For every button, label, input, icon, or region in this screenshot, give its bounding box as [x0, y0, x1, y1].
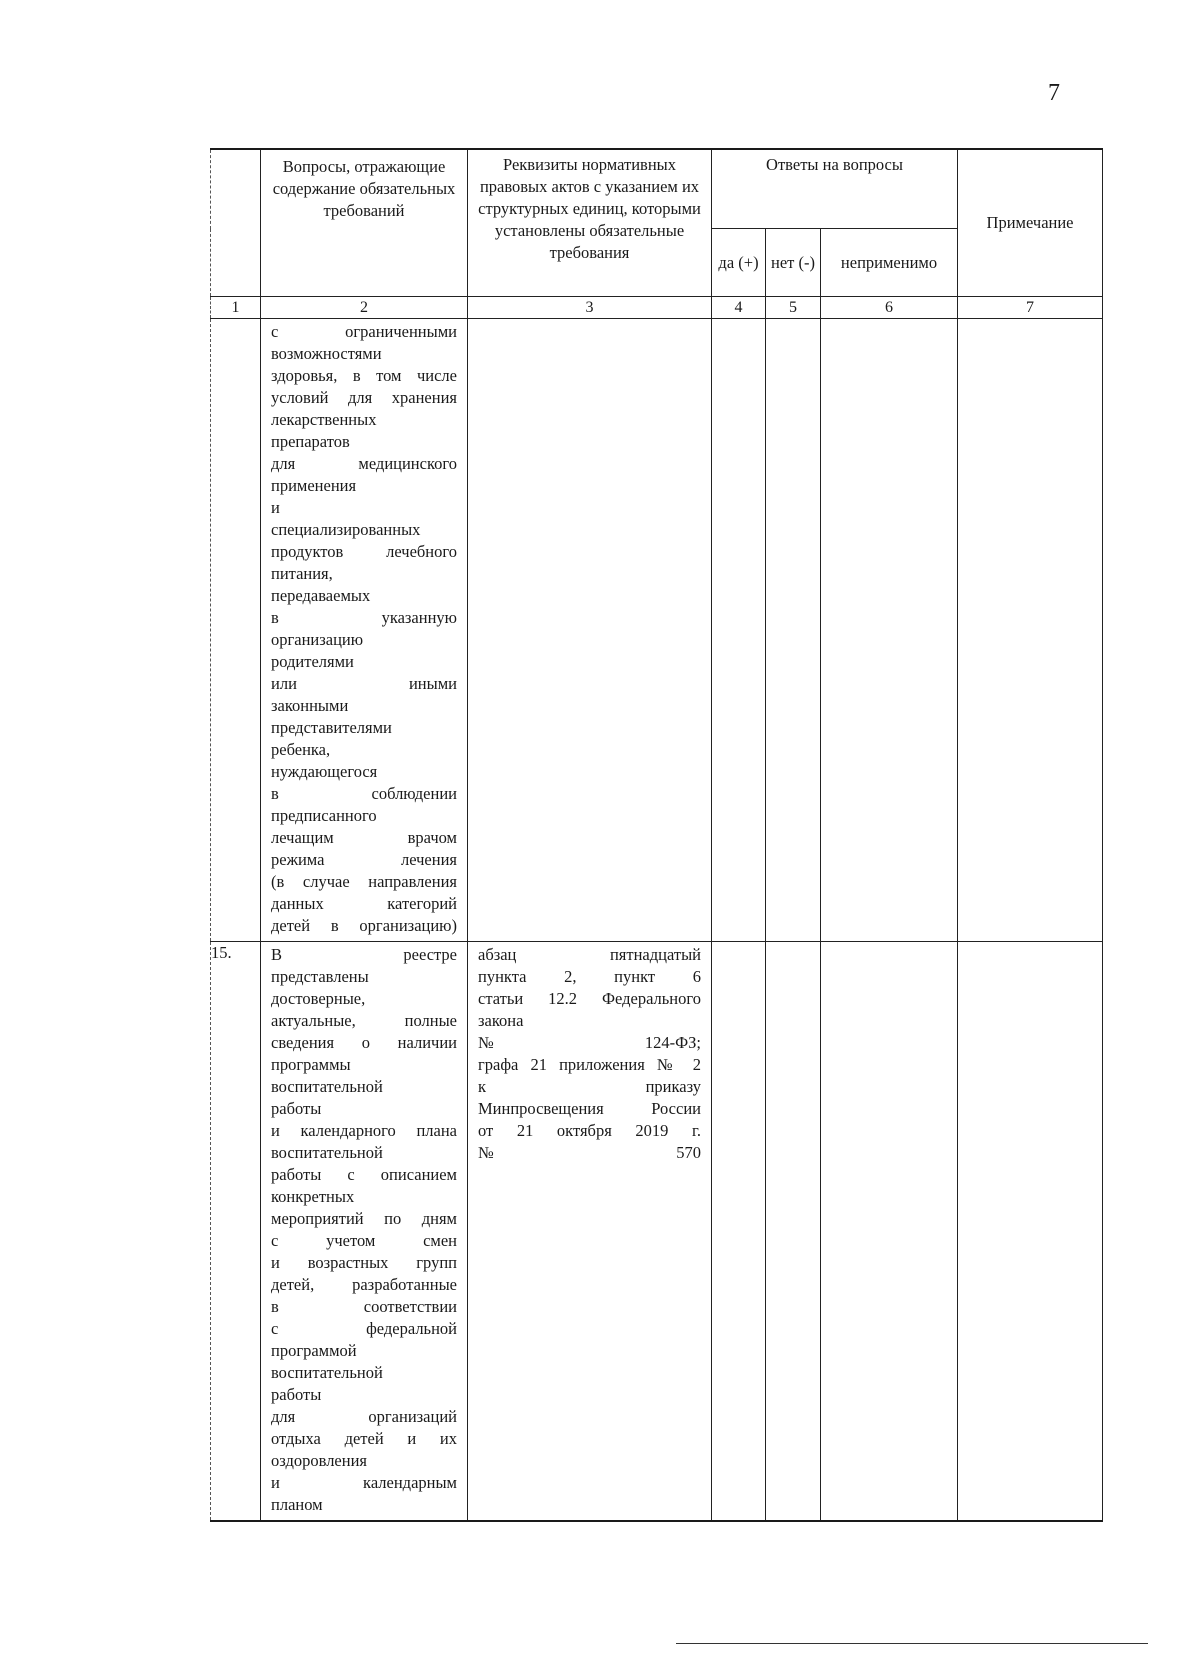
- header-no: нет (-): [766, 229, 821, 297]
- text-line: мероприятий по дням: [271, 1209, 457, 1228]
- header-row: [211, 149, 1103, 229]
- header-note: Примечание: [958, 149, 1103, 297]
- text-line: программой: [271, 1341, 357, 1360]
- text-line: воспитательной: [271, 1077, 383, 1096]
- text-line: в указанную: [271, 608, 457, 627]
- note-cell[interactable]: [958, 942, 1103, 1522]
- signature-line: [676, 1643, 1148, 1644]
- text-line: отдыха детей и их: [271, 1429, 457, 1448]
- text-line: представителями: [271, 718, 392, 737]
- text-line: воспитательной: [271, 1363, 383, 1382]
- column-number: 6: [821, 297, 958, 319]
- text-line: и календарным: [271, 1473, 457, 1492]
- text-line: организацию: [271, 630, 364, 649]
- header-yes: да (+): [712, 229, 766, 297]
- text-line: ребенка,: [271, 740, 331, 759]
- text-line: в соответствии: [271, 1297, 457, 1316]
- text-line: сведения о наличии: [271, 1033, 457, 1052]
- header-na: неприменимо: [821, 229, 958, 297]
- text-line: пункта 2, пункт 6: [478, 967, 701, 986]
- text-line: и: [271, 498, 280, 517]
- header-num-cell: [211, 149, 261, 297]
- checklist-table: [210, 148, 1103, 1522]
- text-line: представлены: [271, 967, 369, 986]
- text-line: В реестре: [271, 945, 457, 964]
- text-line: работы с описанием: [271, 1165, 457, 1184]
- text-line: детей, разработанные: [271, 1275, 457, 1294]
- text-line: лечащим врачом: [271, 828, 457, 847]
- text-line: для организаций: [271, 1407, 457, 1426]
- answer-yes-cell[interactable]: [712, 319, 766, 942]
- table-row: [211, 319, 1103, 942]
- text-line: работы: [271, 1385, 322, 1404]
- text-line: режима лечения: [271, 850, 457, 869]
- question-text: [261, 942, 467, 1516]
- answer-yes-cell[interactable]: [712, 942, 766, 1522]
- text-line: № 124-ФЗ;: [478, 1033, 701, 1052]
- text-line: от 21 октября 2019 г.: [478, 1121, 701, 1140]
- row-number: 15.: [211, 942, 261, 1522]
- text-line: для медицинского: [271, 454, 457, 473]
- text-line: предписанного: [271, 806, 377, 825]
- answer-no-cell[interactable]: [766, 319, 821, 942]
- column-number: 1: [211, 297, 261, 319]
- question-cell: [261, 319, 468, 942]
- text-line: оздоровления: [271, 1451, 367, 1470]
- text-line: или иными: [271, 674, 457, 693]
- question-text: [261, 319, 467, 937]
- text-line: работы: [271, 1099, 322, 1118]
- text-line: применения: [271, 476, 357, 495]
- note-cell[interactable]: [958, 319, 1103, 942]
- text-line: данных категорий: [271, 894, 457, 913]
- text-line: препаратов: [271, 432, 350, 451]
- text-line: передаваемых: [271, 586, 371, 605]
- text-line: здоровья, в том числе: [271, 366, 457, 385]
- text-line: питания,: [271, 564, 333, 583]
- text-line: Минпросвещения России: [478, 1099, 701, 1118]
- text-line: в соблюдении: [271, 784, 457, 803]
- text-line: графа 21 приложения № 2: [478, 1055, 701, 1074]
- column-number: 2: [261, 297, 468, 319]
- text-line: абзац пятнадцатый: [478, 945, 701, 964]
- header-requisites: Реквизиты нормативных правовых актов с указанием их структурных единиц, которыми установлены обязательные требования: [468, 149, 712, 297]
- text-line: закона: [478, 1011, 524, 1030]
- column-number: 3: [468, 297, 712, 319]
- requisites-text: [468, 942, 711, 1164]
- text-line: программы: [271, 1055, 351, 1074]
- text-line: детей в организацию): [271, 916, 457, 935]
- question-cell: [261, 942, 468, 1522]
- row-number: [211, 319, 261, 942]
- header-answers: Ответы на вопросы: [712, 149, 958, 229]
- text-line: статьи 12.2 Федерального: [478, 989, 701, 1008]
- requisites-cell: [468, 319, 712, 942]
- answer-na-cell[interactable]: [821, 319, 958, 942]
- text-line: актуальные, полные: [271, 1011, 457, 1030]
- text-line: планом: [271, 1495, 323, 1514]
- answer-na-cell[interactable]: [821, 942, 958, 1522]
- text-line: условий для хранения: [271, 388, 457, 407]
- text-line: законными: [271, 696, 349, 715]
- text-line: продуктов лечебного: [271, 542, 457, 561]
- column-number: 7: [958, 297, 1103, 319]
- text-line: с учетом смен: [271, 1231, 457, 1250]
- text-line: с ограниченными: [271, 322, 457, 341]
- page-number: 7: [1048, 80, 1060, 106]
- text-line: № 570: [478, 1143, 701, 1162]
- text-line: с федеральной: [271, 1319, 457, 1338]
- column-number: 5: [766, 297, 821, 319]
- text-line: к приказу: [478, 1077, 701, 1096]
- text-line: нуждающегося: [271, 762, 378, 781]
- text-line: и возрастных групп: [271, 1253, 457, 1272]
- text-line: и календарного плана: [271, 1121, 457, 1140]
- text-line: лекарственных: [271, 410, 377, 429]
- text-line: возможностями: [271, 344, 382, 363]
- text-line: воспитательной: [271, 1143, 383, 1162]
- answer-no-cell[interactable]: [766, 942, 821, 1522]
- text-line: родителями: [271, 652, 354, 671]
- text-line: конкретных: [271, 1187, 355, 1206]
- requisites-text: [468, 319, 711, 321]
- requisites-cell: [468, 942, 712, 1522]
- text-line: (в случае направления: [271, 872, 457, 891]
- column-number: 4: [712, 297, 766, 319]
- header-questions: Вопросы, отражающие содержание обязательных требований: [261, 149, 468, 297]
- column-number-row: [211, 297, 1103, 319]
- text-line: специализированных: [271, 520, 421, 539]
- table-row: [211, 942, 1103, 1522]
- text-line: достоверные,: [271, 989, 366, 1008]
